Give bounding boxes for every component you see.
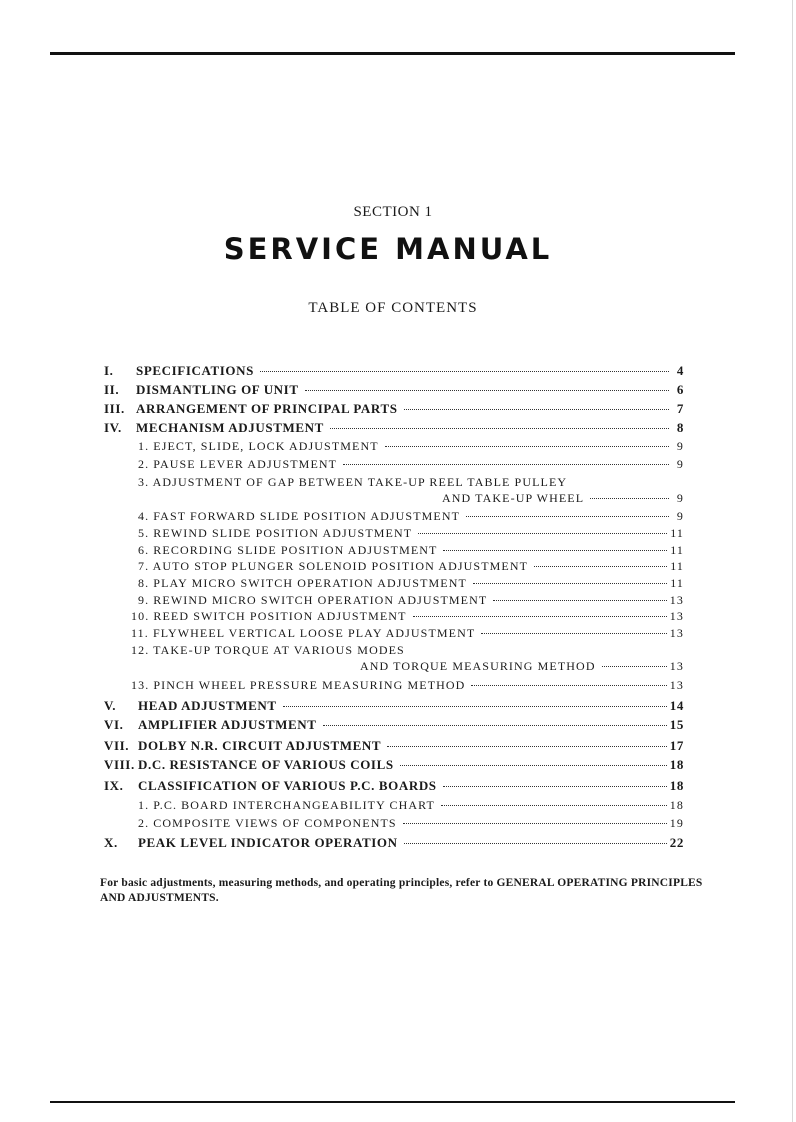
toc-entry-title: 11. FLYWHEEL VERTICAL LOOSE PLAY ADJUSTMENT — [131, 626, 476, 640]
dot-leader — [403, 822, 667, 824]
toc-entry-page: 8 — [676, 420, 684, 435]
toc-entry-title: D.C. RESISTANCE OF VARIOUS COILS — [138, 757, 394, 772]
dot-leader — [260, 370, 669, 372]
toc-entry-title: 8. PLAY MICRO SWITCH OPERATION ADJUSTMENT — [138, 576, 467, 590]
toc-entry-title: 1. P.C. BOARD INTERCHANGEABILITY CHART — [138, 798, 435, 812]
toc-entry-page: 19 — [669, 816, 684, 830]
toc-entry[interactable]: III. ARRANGEMENT OF PRINCIPAL PARTS 7 — [104, 401, 684, 416]
toc-entry-title: AND TORQUE MEASURING METHOD — [360, 659, 596, 673]
dot-leader — [481, 632, 667, 634]
toc-entry-page: 17 — [669, 738, 684, 753]
dot-leader — [385, 445, 669, 447]
toc-entry-title: CLASSIFICATION OF VARIOUS P.C. BOARDS — [138, 778, 437, 793]
dot-leader — [404, 408, 669, 410]
toc-entry-title: 13. PINCH WHEEL PRESSURE MEASURING METHOD — [131, 678, 466, 692]
toc-subentry[interactable] — [131, 642, 684, 659]
dot-leader — [443, 785, 667, 787]
toc-entry-title: 2. PAUSE LEVER ADJUSTMENT — [138, 457, 338, 471]
toc-subentry[interactable] — [138, 575, 684, 592]
dot-leader — [471, 684, 666, 686]
toc-entry-page: 22 — [669, 835, 684, 850]
toc-subentry[interactable] — [138, 797, 684, 814]
toc-entry-page: 11 — [670, 526, 684, 540]
toc-entry-title: 6. RECORDING SLIDE POSITION ADJUSTMENT — [138, 543, 438, 557]
toc-subentry-continuation[interactable] — [442, 490, 684, 507]
dot-leader — [441, 804, 667, 806]
toc-entry-page: 11 — [670, 543, 684, 557]
toc-entry-page: 13 — [669, 609, 684, 623]
toc-entry-title: ARRANGEMENT OF PRINCIPAL PARTS — [136, 401, 398, 416]
toc-entry-page: 4 — [676, 363, 684, 378]
dot-leader — [466, 515, 669, 517]
dot-leader — [534, 565, 667, 567]
toc-entry-title: 12. TAKE-UP TORQUE AT VARIOUS MODES — [131, 643, 405, 657]
dot-leader — [443, 549, 667, 551]
dot-leader — [400, 764, 667, 766]
toc-entry-page: 9 — [676, 491, 684, 505]
dot-leader — [387, 745, 667, 747]
toc-entry[interactable]: VI. AMPLIFIER ADJUSTMENT 15 — [104, 717, 684, 732]
toc-entry[interactable]: VIII. D.C. RESISTANCE OF VARIOUS COILS 18 — [104, 757, 684, 772]
toc-subentry-continuation[interactable] — [360, 658, 684, 675]
toc-entry-page: 14 — [669, 698, 684, 713]
toc-entry[interactable]: I. SPECIFICATIONS 4 — [104, 363, 684, 378]
toc-entry-page: 13 — [669, 593, 684, 607]
toc-entry-title: DOLBY N.R. CIRCUIT ADJUSTMENT — [138, 738, 382, 753]
toc-entry-title: 9. REWIND MICRO SWITCH OPERATION ADJUSTMENT — [138, 593, 488, 607]
page-title: SERVICE MANUAL — [223, 232, 553, 266]
toc-subentry[interactable] — [138, 438, 684, 455]
toc-entry[interactable]: VII. DOLBY N.R. CIRCUIT ADJUSTMENT 17 — [104, 738, 684, 753]
toc-entry-page: 15 — [669, 717, 684, 732]
toc-entry-page: 13 — [669, 659, 684, 673]
dot-leader — [330, 427, 669, 429]
toc-entry-title: 7. AUTO STOP PLUNGER SOLENOID POSITION ADJUSTMENT — [138, 559, 529, 573]
toc-entry-page: 9 — [676, 457, 684, 471]
toc-subentry[interactable] — [138, 558, 684, 575]
toc-entry-title: 3. ADJUSTMENT OF GAP BETWEEN TAKE-UP REEL TABLE PULLEY — [138, 475, 568, 489]
dot-leader — [473, 582, 667, 584]
toc-entry-page: 13 — [669, 678, 684, 692]
dot-leader — [602, 665, 667, 667]
toc-subentry[interactable] — [138, 815, 684, 832]
toc-entry-title: 2. COMPOSITE VIEWS OF COMPONENTS — [138, 816, 397, 830]
dot-leader — [418, 532, 667, 534]
toc-entry-title: MECHANISM ADJUSTMENT — [136, 420, 324, 435]
section-label: SECTION 1 — [353, 204, 433, 220]
toc-entry-page: 11 — [670, 576, 684, 590]
toc-entry-title: PEAK LEVEL INDICATOR OPERATION — [138, 835, 398, 850]
toc-subentry[interactable] — [138, 508, 684, 525]
toc-entry-title: 4. FAST FORWARD SLIDE POSITION ADJUSTMENT — [138, 509, 461, 523]
dot-leader — [343, 463, 669, 465]
toc-entry[interactable]: V. HEAD ADJUSTMENT 14 — [104, 698, 684, 713]
toc-entry-title: 10. REED SWITCH POSITION ADJUSTMENT — [131, 609, 407, 623]
toc-entry[interactable]: IV. MECHANISM ADJUSTMENT 8 — [104, 420, 684, 435]
reference-note: For basic adjustments, measuring methods, and operating principles, refer to GENERAL OPERATING PRINCIPLES AND ADJUSTMENTS. — [100, 877, 703, 904]
toc-subentry[interactable] — [138, 592, 684, 609]
toc-entry-title: SPECIFICATIONS — [136, 363, 254, 378]
dot-leader — [283, 705, 667, 707]
toc-entry-page: 6 — [676, 382, 684, 397]
toc-subentry[interactable] — [138, 525, 684, 542]
toc-entry-title: HEAD ADJUSTMENT — [138, 698, 277, 713]
toc-subentry[interactable] — [138, 456, 684, 473]
dot-leader — [305, 389, 669, 391]
toc-entry-page: 9 — [676, 509, 684, 523]
toc-entry-page: 9 — [676, 439, 684, 453]
toc-entry-page: 18 — [669, 798, 684, 812]
toc-entry-page: 11 — [670, 559, 684, 573]
dot-leader — [590, 497, 669, 499]
toc-heading: TABLE OF CONTENTS — [308, 300, 478, 316]
toc-entry[interactable]: IX. CLASSIFICATION OF VARIOUS P.C. BOARDS 18 — [104, 778, 684, 793]
toc-entry[interactable]: X. PEAK LEVEL INDICATOR OPERATION 22 — [104, 835, 684, 850]
dot-leader — [404, 842, 667, 844]
toc-subentry[interactable] — [138, 474, 684, 491]
toc-entry[interactable]: II. DISMANTLING OF UNIT 6 — [104, 382, 684, 397]
bottom-rule — [50, 1101, 735, 1103]
toc-entry-title: 5. REWIND SLIDE POSITION ADJUSTMENT — [138, 526, 413, 540]
toc-entry-title: AMPLIFIER ADJUSTMENT — [138, 717, 317, 732]
toc-subentry[interactable] — [138, 542, 684, 559]
dot-leader — [323, 724, 667, 726]
toc-entry-page: 18 — [669, 757, 684, 772]
toc-entry-page: 18 — [669, 778, 684, 793]
dot-leader — [413, 615, 667, 617]
toc-entry-title: AND TAKE-UP WHEEL — [442, 491, 585, 505]
toc-subentry[interactable] — [131, 625, 684, 642]
toc-entry-title: 1. EJECT, SLIDE, LOCK ADJUSTMENT — [138, 439, 379, 453]
toc-entry-page: 13 — [669, 626, 684, 640]
toc-entry-page: 7 — [676, 401, 684, 416]
toc-subentry[interactable] — [131, 677, 684, 694]
dot-leader — [493, 599, 666, 601]
toc-subentry[interactable] — [131, 608, 684, 625]
toc-entry-title: DISMANTLING OF UNIT — [136, 382, 299, 397]
